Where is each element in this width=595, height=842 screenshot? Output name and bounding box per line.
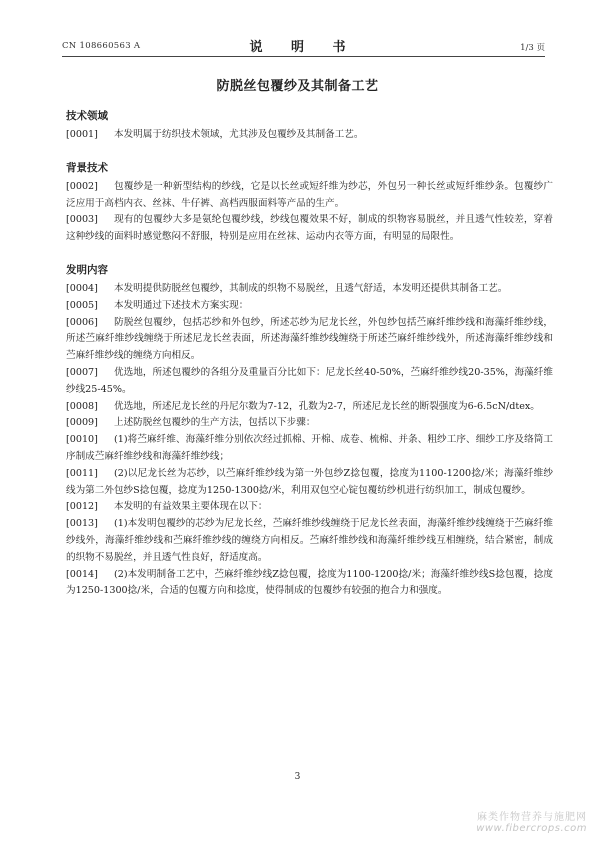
section-heading: 背景技术 xyxy=(66,161,108,174)
header-divider xyxy=(62,56,545,57)
patent-number: CN 108660563 A xyxy=(62,41,141,51)
paragraph-text: (1)本发明包覆纱的芯纱为尼龙长丝，苎麻纤维纱线缠绕于尼龙长丝表面，海藻纤维纱线缠绕于苎麻纤维纱线外，海藻纤维纱线和苎麻纤维纱线的缠绕方向相反。苎麻纤维纱线和海藻纤维纱线互相缠绕，结合紧密，制成的织物不易脱丝，并且透气性良好，舒适度高。 xyxy=(66,518,553,563)
paragraph xyxy=(66,127,553,144)
paragraph xyxy=(66,567,553,601)
watermark-text: 麻类作物营养与施肥网 xyxy=(477,812,587,823)
paragraph-number: [0007] xyxy=(66,366,98,378)
paragraph xyxy=(66,516,553,566)
paragraph-number: [0003] xyxy=(66,214,98,226)
paragraph xyxy=(66,365,553,399)
paragraph-number: [0014] xyxy=(66,568,98,580)
paragraph xyxy=(66,212,553,246)
paragraph xyxy=(66,179,553,213)
paragraph-text: (2)以尼龙长丝为芯纱，以苎麻纤维纱线为第一外包纱Z捻包覆，捻度为1100-1200捻/米；海藻纤维纱线为第二外包纱S捻包覆，捻度为1250-1300捻/米，利用双包空心锭包覆纺纱机进行纺织加工，制成包覆纱。 xyxy=(66,467,553,496)
paragraph xyxy=(66,399,553,416)
paragraph xyxy=(66,415,553,432)
watermark-url: www.fibercrops.com xyxy=(476,823,587,834)
paragraph-text: 本发明提供防脱丝包覆纱，其制成的织物不易脱丝，且透气舒适，本发明还提供其制备工艺。 xyxy=(114,282,508,294)
paragraph xyxy=(66,432,553,466)
page-header xyxy=(62,38,545,56)
paragraph-number: [0001] xyxy=(66,129,98,140)
watermark xyxy=(476,808,587,834)
paragraph-text: (1)将苎麻纤维、海藻纤维分别依次经过抓棉、开棉、成卷、梳棉、并条、粗纱工序、细纱工序及络筒工序制成苎麻纤维纱线和海藻纤维纱线； xyxy=(66,434,553,462)
paragraph-text: 本发明属于纺织技术领域，尤其涉及包覆纱及其制备工艺。 xyxy=(114,129,364,140)
paragraph xyxy=(66,315,553,365)
page-number: 3 xyxy=(294,772,301,782)
paragraph-number: [0002] xyxy=(66,180,98,192)
paragraph-number: [0011] xyxy=(66,467,98,479)
page-indicator: 1/3 页 xyxy=(520,43,545,53)
paragraph-number: [0008] xyxy=(66,400,98,412)
paragraph xyxy=(66,466,553,500)
section-heading: 发明内容 xyxy=(66,263,108,276)
paragraph-text: 优选地，所述包覆纱的各组分及重量百分比如下：尼龙长丝40-50%，苎麻纤维纱线20-35%，海藻纤维纱线25-45%。 xyxy=(66,366,553,395)
document-body xyxy=(66,108,553,600)
paragraph-number: [0013] xyxy=(66,518,98,530)
paragraph-text: 防脱丝包覆纱，包括芯纱和外包纱，所述芯纱为尼龙长丝，外包纱包括苎麻纤维纱线和海藻纤维纱线，所述苎麻纤维纱线缠绕于所述尼龙长丝表面，所述海藻纤维纱线缠绕于所述苎麻纤维纱线外，所述海藻纤维纱线和苎麻纤维纱线的缠绕方向相反。 xyxy=(66,316,553,362)
paragraph-number: [0009] xyxy=(66,417,98,429)
paragraph-text: 本发明通过下述技术方案实现： xyxy=(114,299,249,311)
paragraph-number: [0010] xyxy=(66,434,98,446)
document-title: 防脱丝包覆纱及其制备工艺 xyxy=(216,79,379,94)
paragraph-number: [0005] xyxy=(66,299,98,311)
paragraph-text: 包覆纱是一种新型结构的纱线，它是以长丝或短纤维为纱芯，外包另一种长丝或短纤维纱条。包覆纱广泛应用于高档内衣、丝袜、牛仔裤、高档西服面料等产品的生产。 xyxy=(66,180,553,209)
paragraph-text: (2)本发明制备工艺中，苎麻纤维纱线Z捻包覆，捻度为1100-1200捻/米；海藻纤维纱线S捻包覆，捻度为1250-1300捻/米，合适的包覆方向和捻度，使得制成的包覆纱有较强的抱合力和强度。 xyxy=(66,568,553,597)
paragraph-text: 本发明的有益效果主要体现在以下： xyxy=(114,501,268,513)
document-type: 说 明 书 xyxy=(249,40,358,55)
paragraph-text: 现有的包覆纱大多是氨纶包覆纱线，纱线包覆效果不好，制成的织物容易脱丝，并且透气性较差，穿着这种纱线的面料时感觉憋闷不舒服，特别是应用在丝袜、运动内衣等方面，有明显的局限性。 xyxy=(66,214,553,243)
paragraph xyxy=(66,499,553,516)
paragraph xyxy=(66,298,553,315)
paragraph-number: [0004] xyxy=(66,282,98,294)
paragraph xyxy=(66,281,553,298)
paragraph-number: [0006] xyxy=(66,316,98,328)
section-heading: 技术领域 xyxy=(66,110,108,122)
paragraph-text: 上述防脱丝包覆纱的生产方法，包括以下步骤： xyxy=(114,417,316,429)
paragraph-text: 优选地，所述尼龙长丝的丹尼尔数为7-12，孔数为2-7，所述尼龙长丝的断裂强度为6-6.5cN/dtex。 xyxy=(114,400,540,412)
paragraph-number: [0012] xyxy=(66,501,98,513)
